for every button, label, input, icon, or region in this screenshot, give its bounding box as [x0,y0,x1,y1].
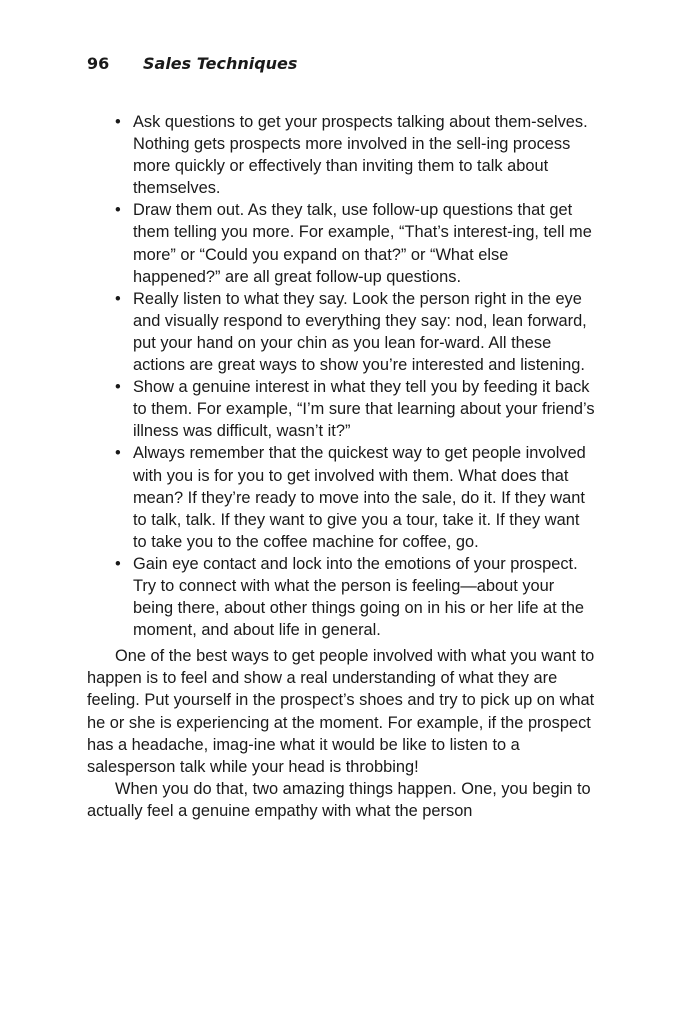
bullet-list [87,111,597,641]
bullet-item: • Draw them out. As they talk, use follow-up questions that get them telling you more. For example, “That’s interest-ing, tell me more” or “Could you expand on that?” or “What else happened?” are all great follow-up questions. [87,199,597,287]
bullet-item: • Ask questions to get your prospects talking about them-selves. Nothing gets prospects more involved in the sell-ing process more quickly or effectively than inviting them to talk about themselves. [87,111,597,199]
body-paragraph: One of the best ways to get people involved with what you want to happen is to feel and show a real understanding of what they are feeling. Put yourself in the prospect’s shoes and try to pick up on what he or she is experiencing at the moment. For example, if the prospect has a headache, imag-ine what it would be like to listen to a salesperson talk while your head is throbbing! [87,647,595,776]
running-head [87,53,297,75]
bullet-item: • Always remember that the quickest way to get people involved with you is for you to get involved with them. What does that mean? If they’re ready to move into the sale, do it. If they want to talk, talk. If they want to give you a tour, take it. If they want to take you to the coffee machine for coffee, go. [87,442,597,552]
bullet-item: • Really listen to what they say. Look the person right in the eye and visually respond to everything they say: nod, lean forward, put your hand on your chin as you lean for-ward. All these actions are great ways to show you’re interested and listening. [87,288,597,376]
bullet-item: • Show a genuine interest in what they tell you by feeding it back to them. For example, “I’m sure that learning about your friend’s illness was difficult, wasn’t it?” [87,376,597,442]
page-number: 96 [87,54,110,73]
bullet-item: • Gain eye contact and lock into the emotions of your prospect. Try to connect with what the person is feeling—about your being there, about other things going on in his or her life at the moment, and about life in general. [87,553,597,641]
body-paragraph: When you do that, two amazing things happen. One, you begin to actually feel a genuine empathy with what the person [87,779,591,820]
body-text [87,111,597,822]
running-title: Sales Techniques [143,54,298,73]
